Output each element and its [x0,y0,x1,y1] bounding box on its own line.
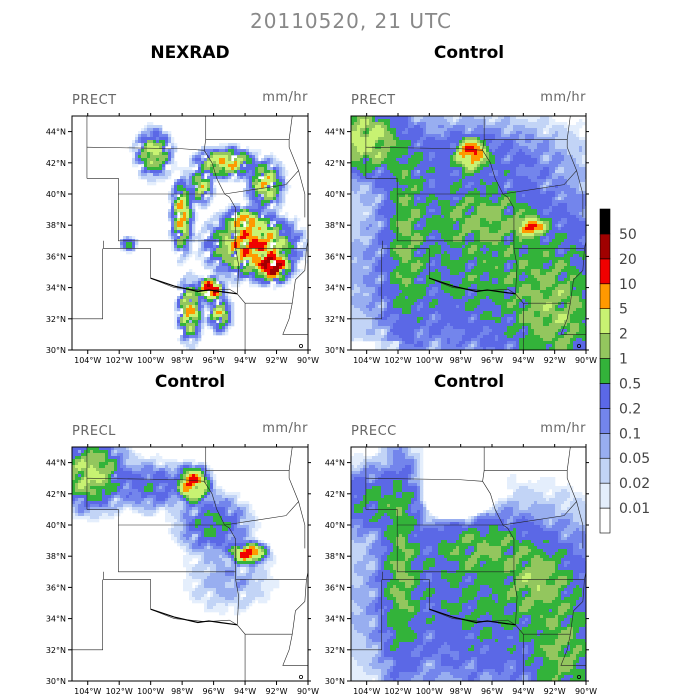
colorbar-swatch [600,458,610,483]
lon-tick-label: 96°W [202,687,225,696]
panel-control-precl [46,372,319,696]
lat-tick-label: 30°N [45,677,66,686]
panel-control-prect [325,43,597,365]
lon-tick-label: 104°W [74,687,102,696]
lat-tick-label: 32°N [45,314,66,324]
panel-units-label: mm/hr [540,90,586,105]
colorbar-label: 0.2 [619,401,642,418]
colorbar-swatch [600,383,610,408]
lon-tick-label: 98°W [449,687,472,696]
lat-tick-label: 36°N [45,583,66,593]
lat-tick-label: 38°N [45,552,66,562]
lon-tick-label: 102°W [384,356,412,365]
lon-tick-label: 94°W [512,356,535,365]
precip-field [72,116,309,350]
colorbar-swatch [600,483,610,508]
panel-control-precc [325,372,597,696]
precip-field [72,447,308,681]
lon-tick-label: 96°W [202,356,225,365]
colorbar-label: 5 [619,301,628,318]
panel-title: NEXRAD [150,43,230,63]
lat-tick-label: 38°N [45,221,66,231]
panel-title: Control [433,43,505,63]
lat-tick-label: 42°N [324,489,345,499]
lat-tick-label: 36°N [45,252,66,262]
lon-tick-label: 92°W [543,687,566,696]
lat-tick-label: 32°N [324,314,345,324]
lon-tick-label: 90°W [574,356,598,365]
lat-tick-label: 40°N [324,190,345,199]
colorbar-label: 20 [619,251,637,268]
lat-tick-label: 42°N [45,489,66,499]
precip-field [351,447,588,681]
colorbar-swatch [600,259,610,284]
lat-tick-label: 38°N [324,221,345,231]
lon-tick-label: 92°W [543,356,566,365]
lon-tick-label: 98°W [171,687,194,696]
panel-units-label: mm/hr [262,421,308,436]
lon-tick-label: 100°W [415,356,443,365]
lat-tick-label: 42°N [324,158,345,168]
colorbar-label: 0.05 [619,451,651,468]
panel-title: Control [433,372,505,392]
colorbar-label: 0.5 [619,376,642,393]
panel-variable-label: PRECL [72,424,116,439]
lat-tick-label: 40°N [45,521,66,530]
colorbar-label: 10 [619,276,637,293]
colorbar-swatch [600,334,610,359]
lat-tick-label: 30°N [324,346,345,355]
colorbar-label: 50 [619,226,637,243]
colorbar-swatch [600,309,610,334]
lon-tick-label: 98°W [449,356,472,365]
colorbar-label: 0.01 [619,501,651,518]
lat-tick-label: 34°N [324,283,345,293]
lon-tick-label: 90°W [296,687,320,696]
colorbar-label: 0.1 [619,426,642,443]
lon-tick-label: 104°W [74,356,102,365]
colorbar-label: 2 [619,326,628,343]
colorbar-swatch [600,234,610,259]
lat-tick-label: 40°N [324,521,345,530]
lon-tick-label: 104°W [353,356,381,365]
lat-tick-label: 34°N [45,614,66,624]
colorbar-label: 0.02 [619,476,651,493]
lon-tick-label: 102°W [105,687,133,696]
lon-tick-label: 90°W [296,356,320,365]
lat-tick-label: 36°N [324,252,345,262]
lon-tick-label: 102°W [384,687,412,696]
lon-tick-label: 96°W [480,687,504,696]
panel-variable-label: PRECT [72,93,117,108]
colorbar-swatch [600,209,610,234]
lon-tick-label: 100°W [415,687,443,696]
precip-field [351,116,588,350]
lat-tick-label: 36°N [324,583,345,593]
lat-tick-label: 34°N [45,283,66,293]
lon-tick-label: 102°W [105,356,133,365]
panel-nexrad [46,43,319,365]
lat-tick-label: 30°N [324,677,345,686]
lon-tick-label: 94°W [512,687,535,696]
lat-tick-label: 38°N [324,552,345,562]
panel-title: Control [154,372,226,392]
main-title: 20110520, 21 UTC [250,9,452,33]
lat-tick-label: 34°N [324,614,345,624]
lat-tick-label: 44°N [324,127,345,137]
lon-tick-label: 94°W [234,687,257,696]
colorbar [600,209,650,533]
lat-tick-label: 44°N [324,458,345,468]
lat-tick-label: 44°N [45,458,66,468]
lat-tick-label: 40°N [45,190,66,199]
lat-tick-label: 42°N [45,158,66,168]
lon-tick-label: 100°W [137,687,165,696]
lat-tick-label: 30°N [45,346,66,355]
lon-tick-label: 96°W [480,356,504,365]
panels [46,43,597,696]
lon-tick-label: 90°W [574,687,598,696]
colorbar-swatch [600,433,610,458]
colorbar-swatch [600,508,610,533]
lon-tick-label: 98°W [171,356,194,365]
panel-units-label: mm/hr [262,90,308,105]
lat-tick-label: 32°N [45,645,66,655]
panel-variable-label: PRECT [351,93,396,108]
lon-tick-label: 104°W [353,687,381,696]
panel-variable-label: PRECC [351,424,397,439]
lon-tick-label: 92°W [265,356,288,365]
lon-tick-label: 92°W [265,687,288,696]
colorbar-swatch [600,359,610,384]
lat-tick-label: 44°N [45,127,66,137]
lon-tick-label: 100°W [137,356,165,365]
lat-tick-label: 32°N [324,645,345,655]
lon-tick-label: 94°W [234,356,257,365]
colorbar-swatch [600,408,610,433]
colorbar-swatch [600,284,610,309]
colorbar-label: 1 [619,351,628,368]
panel-units-label: mm/hr [540,421,586,436]
